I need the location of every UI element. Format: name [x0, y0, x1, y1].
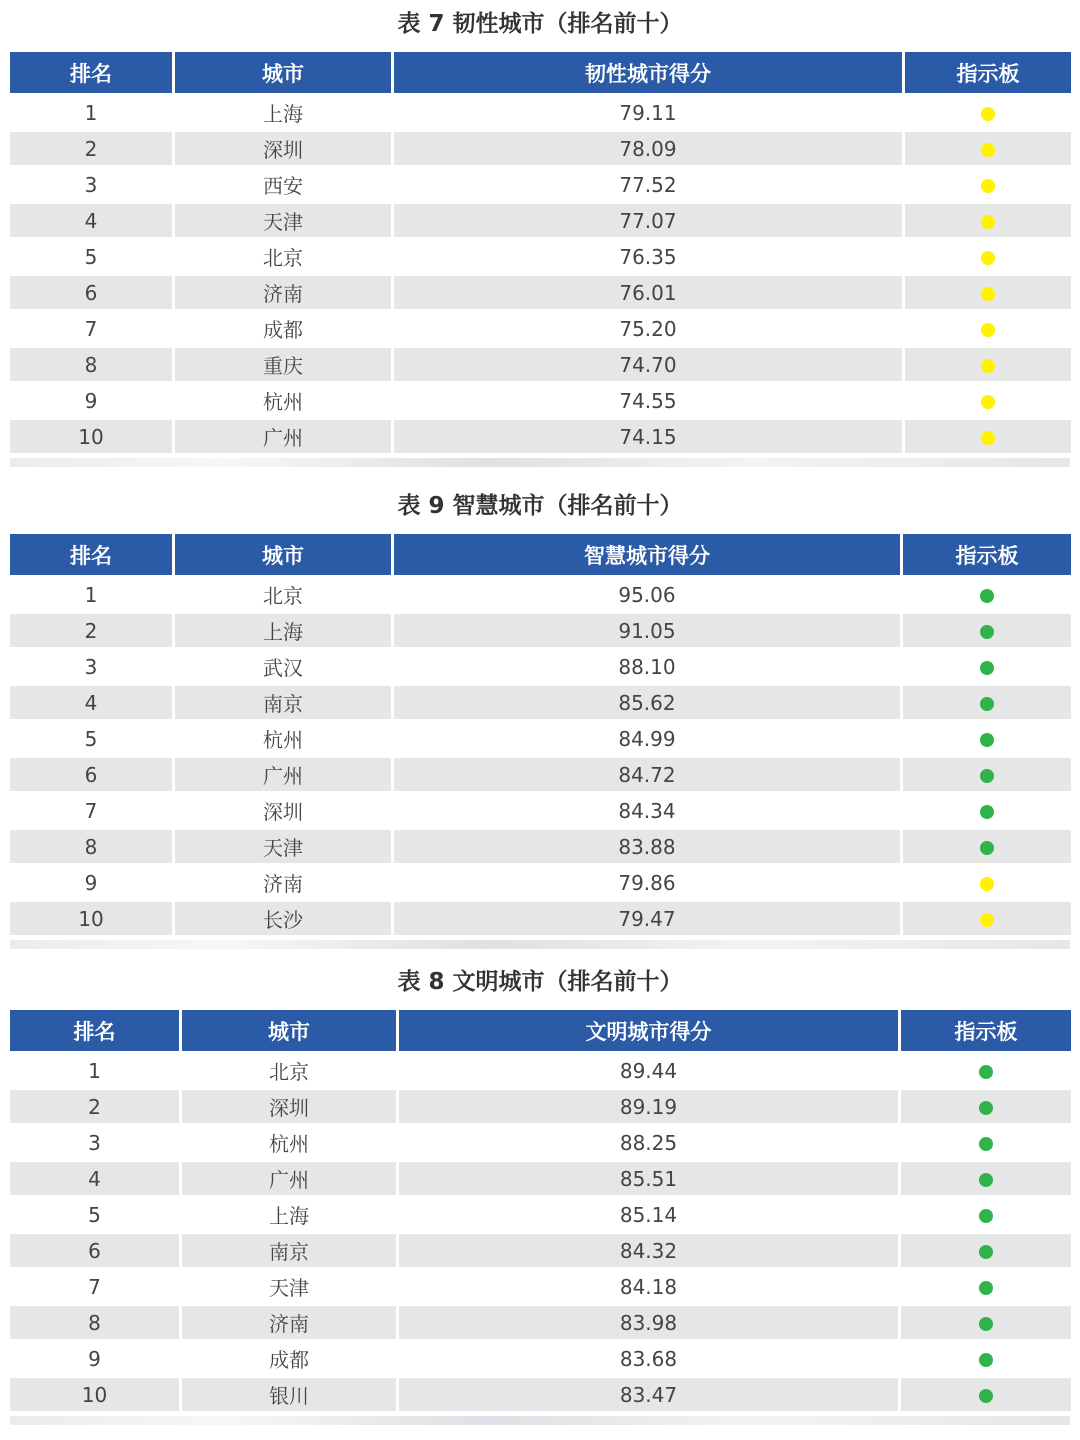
- city-header: 城市: [182, 1010, 396, 1054]
- indicator-cell: [903, 866, 1071, 902]
- green-dot-icon: [979, 1353, 993, 1367]
- indicator-cell: [901, 1342, 1071, 1378]
- ranking-table: [7, 534, 1074, 938]
- table-row: [10, 168, 1071, 204]
- indicator-cell: [901, 1270, 1071, 1306]
- city-cell: 深圳: [175, 794, 391, 830]
- score-cell: 78.09: [394, 132, 902, 168]
- score-header: 智慧城市得分: [394, 534, 900, 578]
- city-cell: 北京: [175, 240, 391, 276]
- table-caption: 表 7 韧性城市（排名前十）: [397, 11, 683, 37]
- yellow-dot-icon: [981, 143, 995, 157]
- rank-cell: 4: [10, 204, 172, 240]
- score-cell: 84.72: [394, 758, 900, 794]
- indicator-cell: [905, 312, 1071, 348]
- city-cell: 北京: [182, 1054, 396, 1090]
- indicator-cell: [905, 204, 1071, 240]
- rank-cell: 2: [10, 132, 172, 168]
- score-cell: 88.10: [394, 650, 900, 686]
- table-row: [10, 96, 1071, 132]
- green-dot-icon: [979, 1101, 993, 1115]
- city-cell: 天津: [175, 204, 391, 240]
- table-row: [10, 1198, 1071, 1234]
- table-row: [10, 1054, 1071, 1090]
- indicator-cell: [901, 1306, 1071, 1342]
- city-cell: 杭州: [175, 384, 391, 420]
- indicator-cell: [905, 96, 1071, 132]
- score-cell: 91.05: [394, 614, 900, 650]
- indicator-cell: [905, 420, 1071, 456]
- table-row: [10, 758, 1071, 794]
- green-dot-icon: [979, 1281, 993, 1295]
- rank-cell: 3: [10, 650, 172, 686]
- table-header-row: [10, 534, 1071, 578]
- table-row: [10, 1342, 1071, 1378]
- rank-cell: 1: [10, 1054, 179, 1090]
- rank-cell: 10: [10, 1378, 179, 1414]
- city-cell: 银川: [182, 1378, 396, 1414]
- rank-cell: 2: [10, 1090, 179, 1126]
- city-cell: 西安: [175, 168, 391, 204]
- indicator-cell: [905, 132, 1071, 168]
- city-cell: 深圳: [182, 1090, 396, 1126]
- score-cell: 76.01: [394, 276, 902, 312]
- indicator-header: 指示板: [901, 1010, 1071, 1054]
- table-row: [10, 722, 1071, 758]
- score-cell: 83.68: [399, 1342, 898, 1378]
- green-dot-icon: [980, 769, 994, 783]
- city-cell: 上海: [182, 1198, 396, 1234]
- green-dot-icon: [980, 805, 994, 819]
- city-cell: 南京: [175, 686, 391, 722]
- score-cell: 79.86: [394, 866, 900, 902]
- rank-cell: 3: [10, 1126, 179, 1162]
- score-cell: 79.11: [394, 96, 902, 132]
- rank-cell: 7: [10, 794, 172, 830]
- table-row: [10, 1126, 1071, 1162]
- rank-cell: 1: [10, 96, 172, 132]
- rank-cell: 8: [10, 1306, 179, 1342]
- rank-cell: 5: [10, 722, 172, 758]
- score-cell: 84.99: [394, 722, 900, 758]
- rank-cell: 1: [10, 578, 172, 614]
- table-header-row: [10, 52, 1071, 96]
- rank-cell: 8: [10, 348, 172, 384]
- table-row: [10, 312, 1071, 348]
- rank-cell: 4: [10, 1162, 179, 1198]
- yellow-dot-icon: [981, 431, 995, 445]
- score-cell: 74.70: [394, 348, 902, 384]
- indicator-cell: [903, 830, 1071, 866]
- yellow-dot-icon: [981, 359, 995, 373]
- table-row: [10, 866, 1071, 902]
- rank-cell: 6: [10, 758, 172, 794]
- city-cell: 上海: [175, 614, 391, 650]
- city-cell: 长沙: [175, 902, 391, 938]
- yellow-dot-icon: [981, 107, 995, 121]
- table-section-smart: [10, 492, 1070, 949]
- table-row: [10, 1162, 1071, 1198]
- city-cell: 天津: [182, 1270, 396, 1306]
- table-header-row: [10, 1010, 1071, 1054]
- score-cell: 83.98: [399, 1306, 898, 1342]
- score-cell: 84.34: [394, 794, 900, 830]
- score-cell: 77.52: [394, 168, 902, 204]
- indicator-cell: [901, 1198, 1071, 1234]
- green-dot-icon: [980, 841, 994, 855]
- green-dot-icon: [980, 661, 994, 675]
- indicator-cell: [903, 902, 1071, 938]
- indicator-cell: [905, 348, 1071, 384]
- green-dot-icon: [979, 1173, 993, 1187]
- rank-header: 排名: [10, 52, 172, 96]
- decorative-strip: [10, 458, 1070, 467]
- table-row: [10, 1234, 1071, 1270]
- table-caption: 表 8 文明城市（排名前十）: [397, 969, 683, 995]
- rank-cell: 7: [10, 312, 172, 348]
- score-cell: 75.20: [394, 312, 902, 348]
- table-row: [10, 420, 1071, 456]
- city-cell: 济南: [182, 1306, 396, 1342]
- city-cell: 广州: [175, 420, 391, 456]
- score-cell: 79.47: [394, 902, 900, 938]
- rank-cell: 6: [10, 276, 172, 312]
- score-cell: 85.51: [399, 1162, 898, 1198]
- indicator-header: 指示板: [905, 52, 1071, 96]
- score-cell: 77.07: [394, 204, 902, 240]
- decorative-strip: [10, 940, 1070, 949]
- rank-cell: 4: [10, 686, 172, 722]
- indicator-cell: [903, 614, 1071, 650]
- rank-cell: 9: [10, 384, 172, 420]
- green-dot-icon: [979, 1209, 993, 1223]
- yellow-dot-icon: [981, 287, 995, 301]
- table-row: [10, 384, 1071, 420]
- yellow-dot-icon: [981, 215, 995, 229]
- rank-cell: 9: [10, 866, 172, 902]
- yellow-dot-icon: [980, 877, 994, 891]
- yellow-dot-icon: [981, 323, 995, 337]
- green-dot-icon: [979, 1389, 993, 1403]
- indicator-cell: [901, 1378, 1071, 1414]
- green-dot-icon: [980, 589, 994, 603]
- indicator-cell: [901, 1234, 1071, 1270]
- city-cell: 广州: [182, 1162, 396, 1198]
- indicator-cell: [901, 1054, 1071, 1090]
- city-header: 城市: [175, 534, 391, 578]
- rank-cell: 9: [10, 1342, 179, 1378]
- indicator-cell: [901, 1126, 1071, 1162]
- city-cell: 成都: [175, 312, 391, 348]
- city-cell: 济南: [175, 866, 391, 902]
- table-row: [10, 1306, 1071, 1342]
- table-row: [10, 348, 1071, 384]
- rank-cell: 10: [10, 902, 172, 938]
- score-header: 文明城市得分: [399, 1010, 898, 1054]
- rank-cell: 5: [10, 240, 172, 276]
- score-cell: 84.32: [399, 1234, 898, 1270]
- table-section-resilient: [10, 10, 1070, 467]
- table-row: [10, 132, 1071, 168]
- yellow-dot-icon: [981, 395, 995, 409]
- green-dot-icon: [979, 1317, 993, 1331]
- city-cell: 杭州: [182, 1126, 396, 1162]
- table-caption: 表 9 智慧城市（排名前十）: [397, 493, 683, 519]
- score-header: 韧性城市得分: [394, 52, 902, 96]
- score-cell: 84.18: [399, 1270, 898, 1306]
- table-row: [10, 1378, 1071, 1414]
- rank-cell: 10: [10, 420, 172, 456]
- green-dot-icon: [980, 733, 994, 747]
- city-cell: 南京: [182, 1234, 396, 1270]
- indicator-cell: [903, 650, 1071, 686]
- indicator-cell: [901, 1090, 1071, 1126]
- rank-header: 排名: [10, 1010, 179, 1054]
- table-row: [10, 614, 1071, 650]
- score-cell: 83.47: [399, 1378, 898, 1414]
- score-cell: 83.88: [394, 830, 900, 866]
- rank-cell: 2: [10, 614, 172, 650]
- rank-cell: 5: [10, 1198, 179, 1234]
- decorative-strip: [10, 1416, 1070, 1425]
- table-row: [10, 1270, 1071, 1306]
- table-row: [10, 686, 1071, 722]
- table-row: [10, 650, 1071, 686]
- score-cell: 89.19: [399, 1090, 898, 1126]
- green-dot-icon: [979, 1245, 993, 1259]
- indicator-header: 指示板: [903, 534, 1071, 578]
- city-cell: 上海: [175, 96, 391, 132]
- city-cell: 重庆: [175, 348, 391, 384]
- indicator-cell: [903, 722, 1071, 758]
- green-dot-icon: [980, 697, 994, 711]
- city-cell: 成都: [182, 1342, 396, 1378]
- yellow-dot-icon: [981, 179, 995, 193]
- rank-header: 排名: [10, 534, 172, 578]
- score-cell: 74.15: [394, 420, 902, 456]
- table-row: [10, 830, 1071, 866]
- city-cell: 广州: [175, 758, 391, 794]
- city-cell: 杭州: [175, 722, 391, 758]
- rank-cell: 7: [10, 1270, 179, 1306]
- table-row: [10, 578, 1071, 614]
- indicator-cell: [903, 578, 1071, 614]
- table-section-civilized: [10, 968, 1070, 1425]
- green-dot-icon: [979, 1065, 993, 1079]
- green-dot-icon: [980, 625, 994, 639]
- score-cell: 85.62: [394, 686, 900, 722]
- indicator-cell: [903, 758, 1071, 794]
- city-cell: 北京: [175, 578, 391, 614]
- table-row: [10, 902, 1071, 938]
- city-header: 城市: [175, 52, 391, 96]
- ranking-table: [7, 52, 1074, 456]
- score-cell: 76.35: [394, 240, 902, 276]
- yellow-dot-icon: [980, 913, 994, 927]
- city-cell: 武汉: [175, 650, 391, 686]
- rank-cell: 6: [10, 1234, 179, 1270]
- indicator-cell: [905, 384, 1071, 420]
- indicator-cell: [905, 276, 1071, 312]
- score-cell: 74.55: [394, 384, 902, 420]
- indicator-cell: [901, 1162, 1071, 1198]
- table-row: [10, 204, 1071, 240]
- table-row: [10, 276, 1071, 312]
- city-cell: 深圳: [175, 132, 391, 168]
- rank-cell: 3: [10, 168, 172, 204]
- indicator-cell: [905, 240, 1071, 276]
- city-cell: 济南: [175, 276, 391, 312]
- ranking-table: [7, 1010, 1074, 1414]
- indicator-cell: [905, 168, 1071, 204]
- table-row: [10, 1090, 1071, 1126]
- indicator-cell: [903, 686, 1071, 722]
- table-row: [10, 794, 1071, 830]
- score-cell: 95.06: [394, 578, 900, 614]
- city-cell: 天津: [175, 830, 391, 866]
- yellow-dot-icon: [981, 251, 995, 265]
- score-cell: 88.25: [399, 1126, 898, 1162]
- green-dot-icon: [979, 1137, 993, 1151]
- indicator-cell: [903, 794, 1071, 830]
- score-cell: 85.14: [399, 1198, 898, 1234]
- table-row: [10, 240, 1071, 276]
- rank-cell: 8: [10, 830, 172, 866]
- score-cell: 89.44: [399, 1054, 898, 1090]
